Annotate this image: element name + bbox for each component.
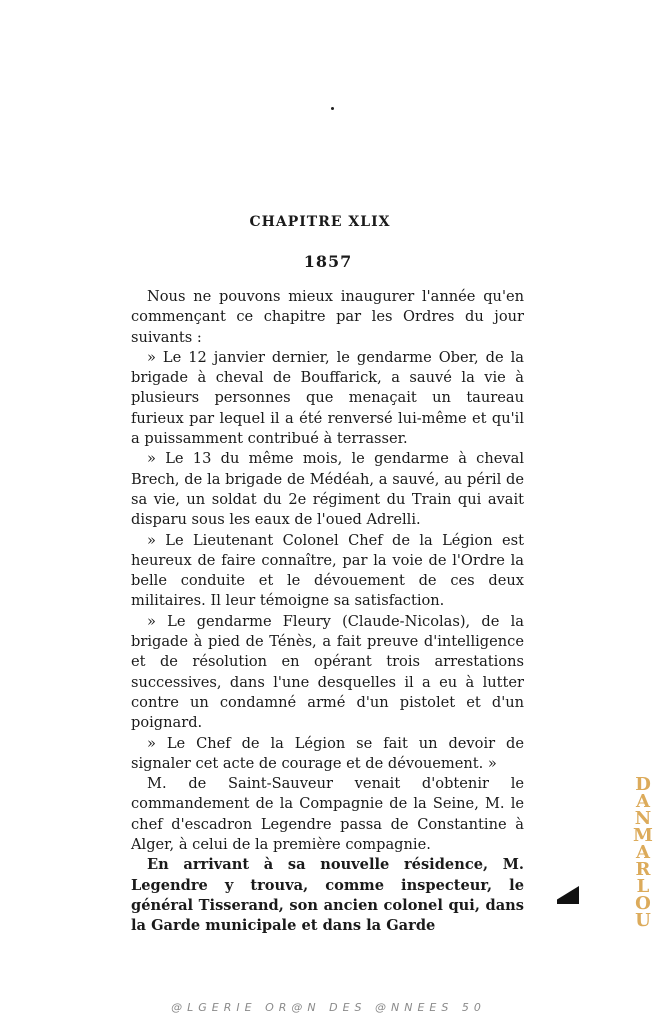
paragraph: Nous ne pouvons mieux inaugurer l'année qu'en commençant ce chapitre par les Ordres du jour suivants : bbox=[131, 288, 524, 346]
watermark-letter: O bbox=[635, 893, 651, 914]
paragraph: » Le Lieutenant Colonel Chef de la Légion est heureux de faire connaître, par la voie de l'Ordre la belle conduite et le dévouement de ces deux militaires. Il leur témoigne sa satisfaction. bbox=[131, 531, 524, 610]
chapter-year: 1857 bbox=[303, 252, 353, 271]
watermark-letter: R bbox=[635, 859, 651, 880]
watermark-letter: N bbox=[634, 808, 652, 829]
paragraph: » Le Chef de la Légion se fait un devoir de signaler cet acte de courage et de dévouement. » bbox=[131, 734, 524, 772]
paragraph: » Le 13 du même mois, le gendarme à cheval Brech, de la brigade de Médéah, a sauvé, au péril de sa vie, un soldat du 2e régiment du Train qui avait disparu sous les eaux de l'oued Adrelli. bbox=[131, 450, 524, 529]
watermark-letter: D bbox=[635, 774, 651, 795]
watermark-letter: A bbox=[636, 842, 650, 863]
ink-speck bbox=[331, 107, 334, 110]
watermark-letter: A bbox=[636, 791, 650, 812]
paragraph: M. de Saint-Sauveur venait d'obtenir le commandement de la Compagnie de la Seine, M. le chef d'escadron Legendre passa de Constantine à Alger, à celui de la première compagnie. bbox=[131, 775, 524, 854]
watermark bbox=[632, 776, 654, 929]
chapter-title: CHAPITRE XLIX bbox=[249, 214, 391, 230]
watermark-letter: L bbox=[636, 876, 650, 897]
watermark-letter: M bbox=[633, 825, 653, 846]
ink-corner-mark bbox=[557, 886, 579, 904]
watermark-letter: U bbox=[635, 910, 651, 931]
footer-caption: @LGERIE OR@N DES @NNEES 50 bbox=[171, 1001, 486, 1014]
paragraph: » Le gendarme Fleury (Claude-Nicolas), de la brigade à pied de Ténès, a fait preuve d'intelligence et de résolution en opérant trois arrestations successives, dans l'une desquelles il a eu à lutter contre un condamné armé d'un pistolet et d'un poignard. bbox=[131, 612, 524, 732]
paragraph: En arrivant à sa nouvelle résidence, M. Legendre y trouva, comme inspecteur, le général Tisserand, son ancien colonel qui, dans la Garde municipale et dans la Garde bbox=[131, 856, 524, 935]
paragraph: » Le 12 janvier dernier, le gendarme Ober, de la brigade à cheval de Bouffarick, a sauvé la vie à plusieurs personnes que menaçait un taureau furieux par lequel il a été renversé lui-même et qu'il a puissamment contribué à terrasser. bbox=[131, 348, 524, 448]
page-body bbox=[131, 287, 524, 937]
